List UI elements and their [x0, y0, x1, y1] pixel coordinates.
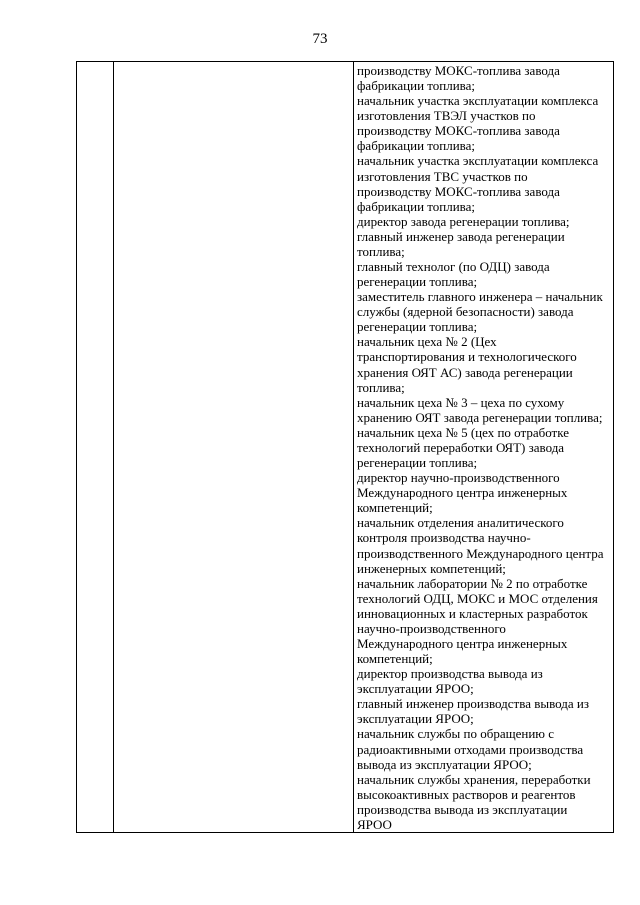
position-line: фабрикации топлива;: [357, 78, 476, 94]
table-cell-organization: [114, 62, 354, 833]
position-line: фабрикации топлива;: [357, 198, 476, 214]
table-cell-positions: [354, 62, 614, 833]
position-line: вывода из эксплуатации ЯРОО;: [357, 756, 532, 772]
position-line: начальник лаборатории № 2 по отработке: [357, 575, 588, 591]
position-line: радиоактивными отходами производства: [357, 741, 584, 757]
position-line: начальник цеха № 2 (Цех: [357, 334, 497, 350]
position-line: хранению ОЯТ завода регенерации топлива;: [357, 409, 603, 425]
position-line: директор научно-производственного: [357, 470, 560, 486]
page-number: 73: [312, 31, 328, 47]
position-line: начальник службы хранения, переработки: [357, 771, 591, 787]
position-line: производству МОКС-топлива завода: [357, 183, 560, 199]
position-line: хранения ОЯТ АС) завода регенерации: [357, 364, 573, 380]
position-line: регенерации топлива;: [357, 455, 478, 471]
position-line: производственного Международного центра: [357, 545, 604, 561]
position-line: изготовления ТВЭЛ участков по: [357, 108, 536, 124]
position-line: инженерных компетенций;: [357, 560, 506, 576]
position-line: изготовления ТВС участков по: [357, 168, 528, 184]
position-line: компетенций;: [357, 500, 433, 516]
position-line: топлива;: [357, 243, 405, 259]
position-line: эксплуатации ЯРОО;: [357, 681, 474, 697]
position-line: директор завода регенерации топлива;: [357, 213, 570, 229]
position-line: Международного центра инженерных: [357, 635, 568, 651]
position-line: регенерации топлива;: [357, 274, 478, 290]
position-line: начальник службы по обращению с: [357, 726, 555, 742]
position-line: научно-производственного: [357, 620, 506, 636]
position-line: производства вывода из эксплуатации: [357, 801, 568, 817]
position-line: начальник цеха № 3 – цеха по сухому: [357, 394, 565, 410]
table-cell-number: [77, 62, 114, 833]
position-line: ЯРОО: [357, 816, 392, 832]
position-line: транспортирования и технологического: [357, 349, 577, 365]
position-line: главный инженер завода регенерации: [357, 228, 565, 244]
position-line: компетенций;: [357, 651, 433, 667]
position-line: Международного центра инженерных: [357, 485, 568, 501]
position-line: фабрикации топлива;: [357, 138, 476, 154]
position-line: производству МОКС-топлива завода: [357, 123, 560, 139]
position-line: инновационных и кластерных разработок: [357, 605, 588, 621]
position-line: заместитель главного инженера – начальник: [357, 289, 603, 305]
position-line: начальник участка эксплуатации комплекса: [357, 153, 599, 169]
positions-list: [354, 62, 613, 832]
position-line: главный технолог (по ОДЦ) завода: [357, 259, 550, 275]
position-line: контроля производства научно-: [357, 530, 531, 546]
table-row: [77, 62, 614, 833]
position-line: топлива;: [357, 379, 405, 395]
position-line: эксплуатации ЯРОО;: [357, 711, 474, 727]
position-line: производству МОКС-топлива завода: [357, 63, 560, 78]
position-line: технологий переработки ОЯТ) завода: [357, 439, 565, 455]
position-line: регенерации топлива;: [357, 319, 478, 335]
position-line: директор производства вывода из: [357, 666, 543, 682]
position-line: начальник отделения аналитического: [357, 515, 564, 531]
position-line: начальник участка эксплуатации комплекса: [357, 93, 599, 109]
position-line: главный инженер производства вывода из: [357, 696, 589, 712]
positions-table: [76, 61, 614, 833]
position-line: высокоактивных растворов и реагентов: [357, 786, 576, 802]
position-line: технологий ОДЦ, МОКС и МОС отделения: [357, 590, 598, 606]
position-line: службы (ядерной безопасности) завода: [357, 304, 574, 320]
position-line: начальник цеха № 5 (цех по отработке: [357, 424, 569, 440]
